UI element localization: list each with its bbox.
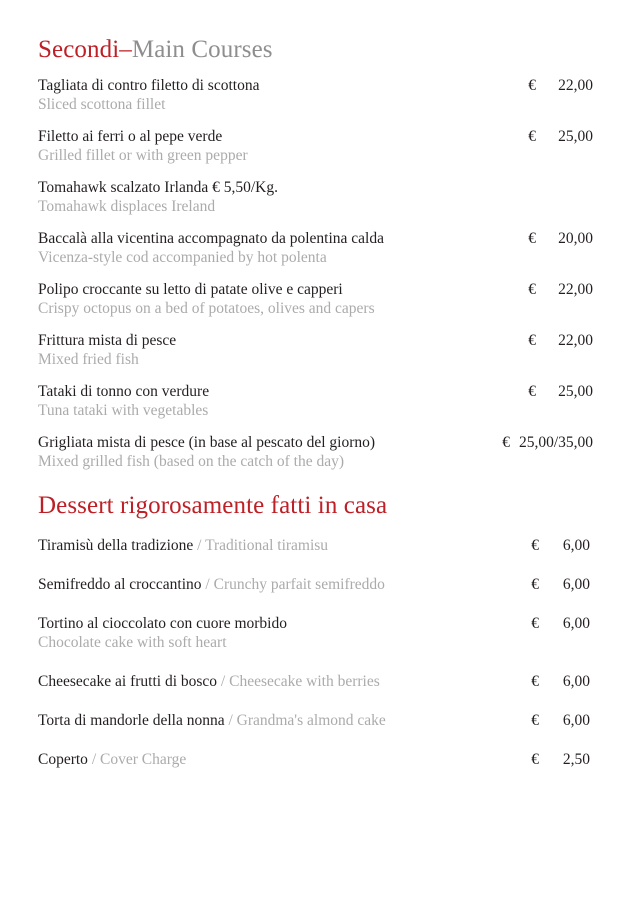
name-separator: / <box>197 537 202 554</box>
menu-item-name: Grigliata mista di pesce (in base al pescato del giorno) <box>38 433 376 451</box>
menu-item-price <box>514 127 593 146</box>
menu-item-name-italian: Torta di mandorle della nonna <box>38 712 225 729</box>
price-amount: 22,00 <box>558 331 593 349</box>
menu-items-secondi <box>38 76 593 471</box>
menu-item <box>38 382 593 420</box>
price-amount: 22,00 <box>558 76 593 94</box>
price-amount: 6,00 <box>562 615 590 632</box>
price-amount: 2,50 <box>562 751 590 768</box>
menu-item-description: Tuna tataki with vegetables <box>38 401 209 419</box>
currency-symbol: € <box>531 751 539 768</box>
section-heading-dessert <box>38 471 593 520</box>
menu-item-text <box>38 178 522 216</box>
name-separator: / <box>91 751 97 768</box>
price-amount: 25,00 <box>558 382 593 400</box>
name-separator: / <box>228 712 233 729</box>
menu-item-price <box>514 331 593 350</box>
menu-item-text <box>38 76 514 114</box>
menu-item-description: Chocolate cake with soft heart <box>38 634 227 651</box>
menu-item-name: Tagliata di contro filetto di scottona <box>38 76 260 94</box>
currency-symbol: € <box>528 76 536 94</box>
menu-item-name <box>38 536 517 555</box>
menu-item-name-italian: Coperto <box>38 751 88 768</box>
price-amount: 20,00 <box>558 229 593 247</box>
menu-item <box>38 750 593 769</box>
menu-item-price <box>517 575 593 594</box>
menu-item-name-italian: Tiramisù della tradizione <box>38 537 194 554</box>
menu-item-name: Tataki di tonno con verdure <box>38 382 210 400</box>
menu-item-name: Baccalà alla vicentina accompagnato da polentina calda <box>38 229 384 247</box>
menu-item-price <box>488 433 593 452</box>
menu-item-name-italian: Semifreddo al croccantino <box>38 576 202 593</box>
currency-symbol: € <box>528 229 536 247</box>
menu-item-text <box>38 331 514 369</box>
menu-item-price <box>514 76 593 95</box>
section-heading-secondi <box>38 0 593 64</box>
menu-item-price <box>514 382 593 401</box>
menu-item <box>38 672 593 691</box>
menu-item <box>38 575 593 594</box>
menu-item-price <box>517 614 593 633</box>
price-amount: 6,00 <box>562 712 590 729</box>
menu-item-text <box>38 614 517 652</box>
menu-item-description: Sliced scottona fillet <box>38 95 166 113</box>
menu-item-name-italian: Tortino al cioccolato con cuore morbido <box>38 615 287 632</box>
price-amount: 22,00 <box>558 280 593 298</box>
currency-symbol: € <box>531 673 539 690</box>
section-heading-italian: Dessert rigorosamente fatti in casa <box>38 491 388 519</box>
currency-symbol: € <box>502 433 510 451</box>
menu-item-text <box>38 229 514 267</box>
menu-item-description: Tomahawk displaces Ireland <box>38 197 216 215</box>
menu-item-name <box>38 672 517 691</box>
price-amount: 6,00 <box>562 576 590 593</box>
currency-symbol: € <box>531 615 539 632</box>
menu-item-text <box>38 382 514 420</box>
section-heading-italian: Secondi <box>38 36 120 63</box>
price-amount: 25,00 <box>558 127 593 145</box>
menu-item-name: Frittura mista di pesce <box>38 331 177 349</box>
name-separator: / <box>205 576 210 593</box>
menu-item-name: Tomahawk scalzato Irlanda € 5,50/Kg. <box>38 178 278 196</box>
menu-item-text <box>38 127 514 165</box>
menu-item-price <box>514 280 593 299</box>
menu-item-text <box>38 711 517 730</box>
menu-item-name-english: Grandma's almond cake <box>236 712 386 729</box>
menu-item-name <box>38 750 517 769</box>
menu-item-name <box>38 614 517 633</box>
price-amount: 25,00/35,00 <box>518 433 593 451</box>
currency-symbol: € <box>531 712 539 729</box>
menu-item-text <box>38 280 514 318</box>
currency-symbol: € <box>531 576 539 593</box>
price-amount: 6,00 <box>562 673 590 690</box>
menu-item-text <box>38 672 517 691</box>
menu-item-name <box>38 575 517 594</box>
menu-item-description: Mixed fried fish <box>38 350 139 368</box>
menu-item <box>38 280 593 318</box>
menu-item-text <box>38 536 517 555</box>
section-heading-english: Main Courses <box>131 36 273 63</box>
menu-item-price <box>517 536 593 555</box>
menu-item-description: Grilled fillet or with green pepper <box>38 146 248 164</box>
menu-item-price <box>517 711 593 730</box>
currency-symbol: € <box>531 537 539 554</box>
menu-item-name-italian: Cheesecake ai frutti di bosco <box>38 673 218 690</box>
menu-item <box>38 614 593 652</box>
menu-item <box>38 229 593 267</box>
menu-item-price <box>514 229 593 248</box>
menu-item-name-english: Cheesecake with berries <box>229 673 380 690</box>
menu-item-price <box>517 750 593 769</box>
menu-item-text <box>38 433 488 471</box>
menu-item-name: Filetto ai ferri o al pepe verde <box>38 127 223 145</box>
menu-item-text <box>38 750 517 769</box>
menu-item-name-english: Cover Charge <box>100 751 187 768</box>
menu-item-price <box>517 672 593 691</box>
menu-item <box>38 331 593 369</box>
menu-item <box>38 178 593 216</box>
currency-symbol: € <box>528 280 536 298</box>
menu-item <box>38 711 593 730</box>
menu-item <box>38 433 593 471</box>
menu-item-name: Polipo croccante su letto di patate olive e capperi <box>38 280 343 298</box>
currency-symbol: € <box>528 331 536 349</box>
menu-item <box>38 76 593 114</box>
currency-symbol: € <box>528 382 536 400</box>
menu-item <box>38 536 593 555</box>
currency-symbol: € <box>528 127 536 145</box>
price-amount: 6,00 <box>562 537 590 554</box>
name-separator: / <box>220 673 226 690</box>
menu-items-dessert <box>38 536 593 769</box>
menu-item-text <box>38 575 517 594</box>
menu-item-description: Vicenza-style cod accompanied by hot polenta <box>38 248 327 266</box>
menu-item-name-english: Traditional tiramisu <box>205 537 329 554</box>
menu-item-name <box>38 711 517 730</box>
menu-item-description: Crispy octopus on a bed of potatoes, olives and capers <box>38 299 375 317</box>
menu-item-name-english: Crunchy parfait semifreddo <box>213 576 385 593</box>
menu-item <box>38 127 593 165</box>
menu-item-description: Mixed grilled fish (based on the catch of the day) <box>38 452 345 470</box>
section-heading-dash: – <box>119 36 132 63</box>
